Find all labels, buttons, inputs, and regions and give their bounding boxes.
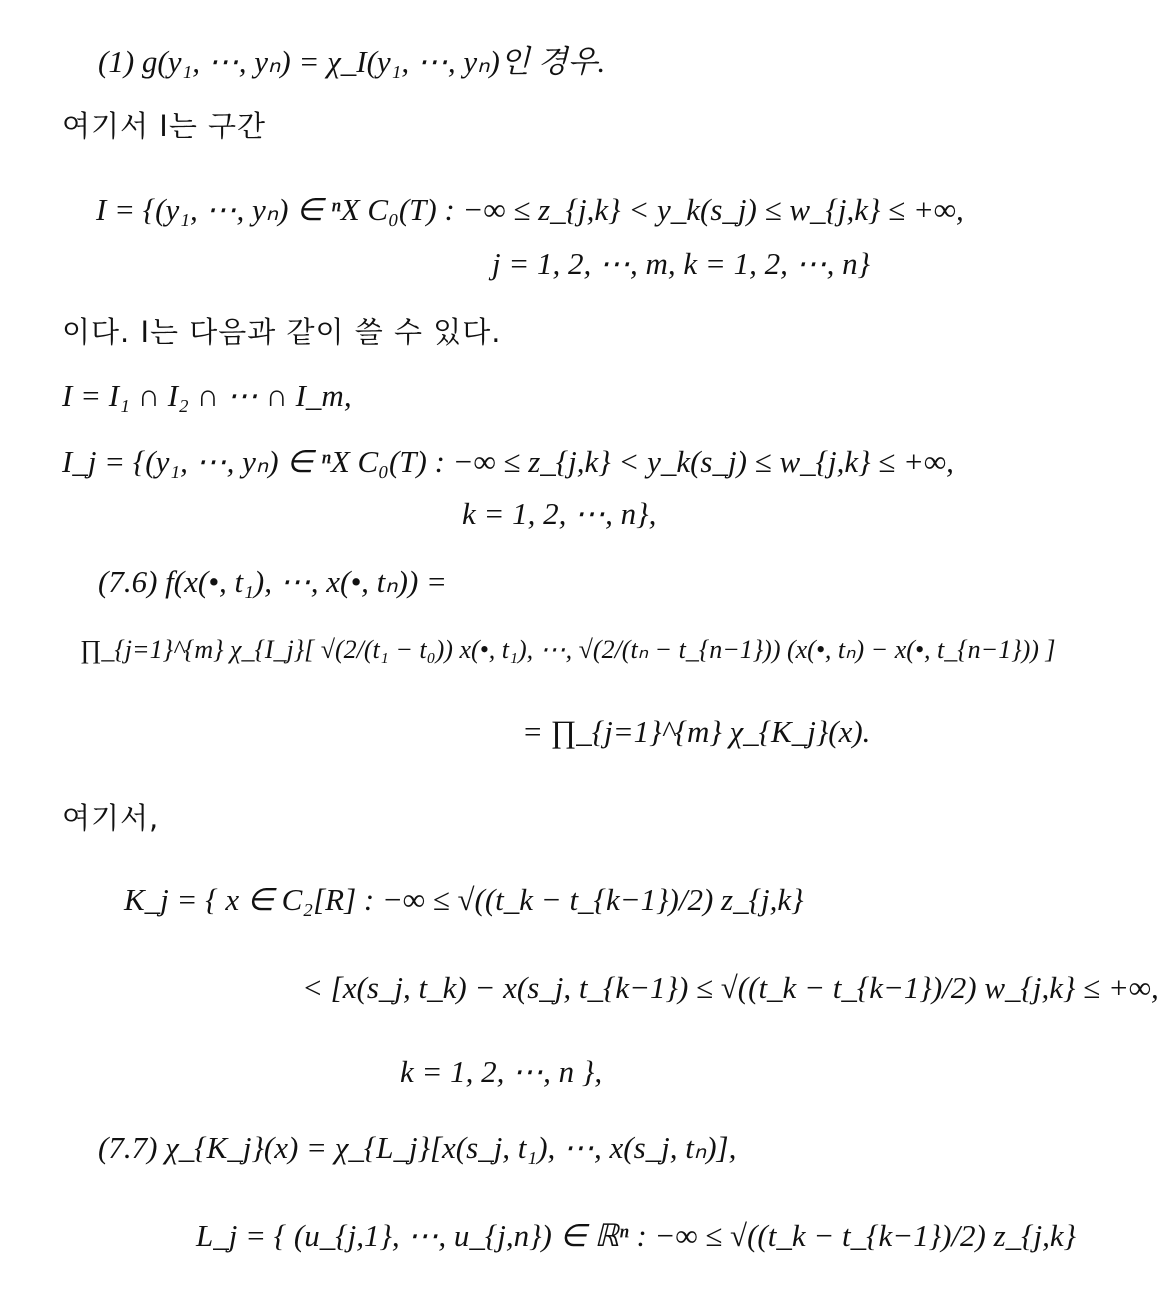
interval-j-indices: k = 1, 2, ⋯, n}, (462, 496, 657, 531)
equation-7-6-result: = ∏_{j=1}^{m} χ_{K_j}(x). (522, 714, 871, 749)
interval-definition: I = {(y₁, ⋯, yₙ) ∈ ⁿX C₀(T) : −∞ ≤ z_{j,k} < y_k(s_j) ≤ w_{j,k} ≤ +∞, (96, 192, 964, 227)
decomposition-intro: 이다. I는 다음과 같이 쓸 수 있다. (62, 315, 502, 349)
equation-7-6-product: ∏_{j=1}^{m} χ_{I_j}[ √(2/(t₁ − t₀)) x(•, t₁), ⋯, √(2/(tₙ − t_{n−1})) (x(•, tₙ) − x(•, t_{n−1})) ] (80, 635, 1056, 664)
interval-j-definition: I_j = {(y₁, ⋯, yₙ) ∈ ⁿX C₀(T) : −∞ ≤ z_{j,k} < y_k(s_j) ≤ w_{j,k} ≤ +∞, (62, 444, 954, 479)
equation-7-6-lhs: (7.6) f(x(•, t₁), ⋯, x(•, tₙ)) = (98, 564, 447, 599)
interval-intro: 여기서 I는 구간 (62, 109, 267, 143)
case-1-heading: (1) g(y₁, ⋯, yₙ) = χ_I(y₁, ⋯, yₙ)인 경우. (98, 44, 606, 79)
equation-7-7: (7.7) χ_{K_j}(x) = χ_{L_j}[x(s_j, t₁), ⋯, x(s_j, tₙ)], (98, 1130, 737, 1165)
k-j-indices: k = 1, 2, ⋯, n }, (400, 1054, 603, 1089)
where-label: 여기서, (62, 801, 160, 835)
interval-indices: j = 1, 2, ⋯, m, k = 1, 2, ⋯, n} (492, 246, 870, 281)
k-j-definition: K_j = { x ∈ C₂[R] : −∞ ≤ √((t_k − t_{k−1})/2) z_{j,k} (124, 882, 804, 917)
k-j-condition: < [x(s_j, t_k) − x(s_j, t_{k−1}) ≤ √((t_k − t_{k−1})/2) w_{j,k} ≤ +∞, (302, 970, 1159, 1005)
interval-intersection: I = I₁ ∩ I₂ ∩ ⋯ ∩ I_m, (62, 378, 352, 413)
l-j-definition: L_j = { (u_{j,1}, ⋯, u_{j,n}) ∈ ℝⁿ : −∞ ≤ √((t_k − t_{k−1})/2) z_{j,k} (196, 1218, 1077, 1253)
